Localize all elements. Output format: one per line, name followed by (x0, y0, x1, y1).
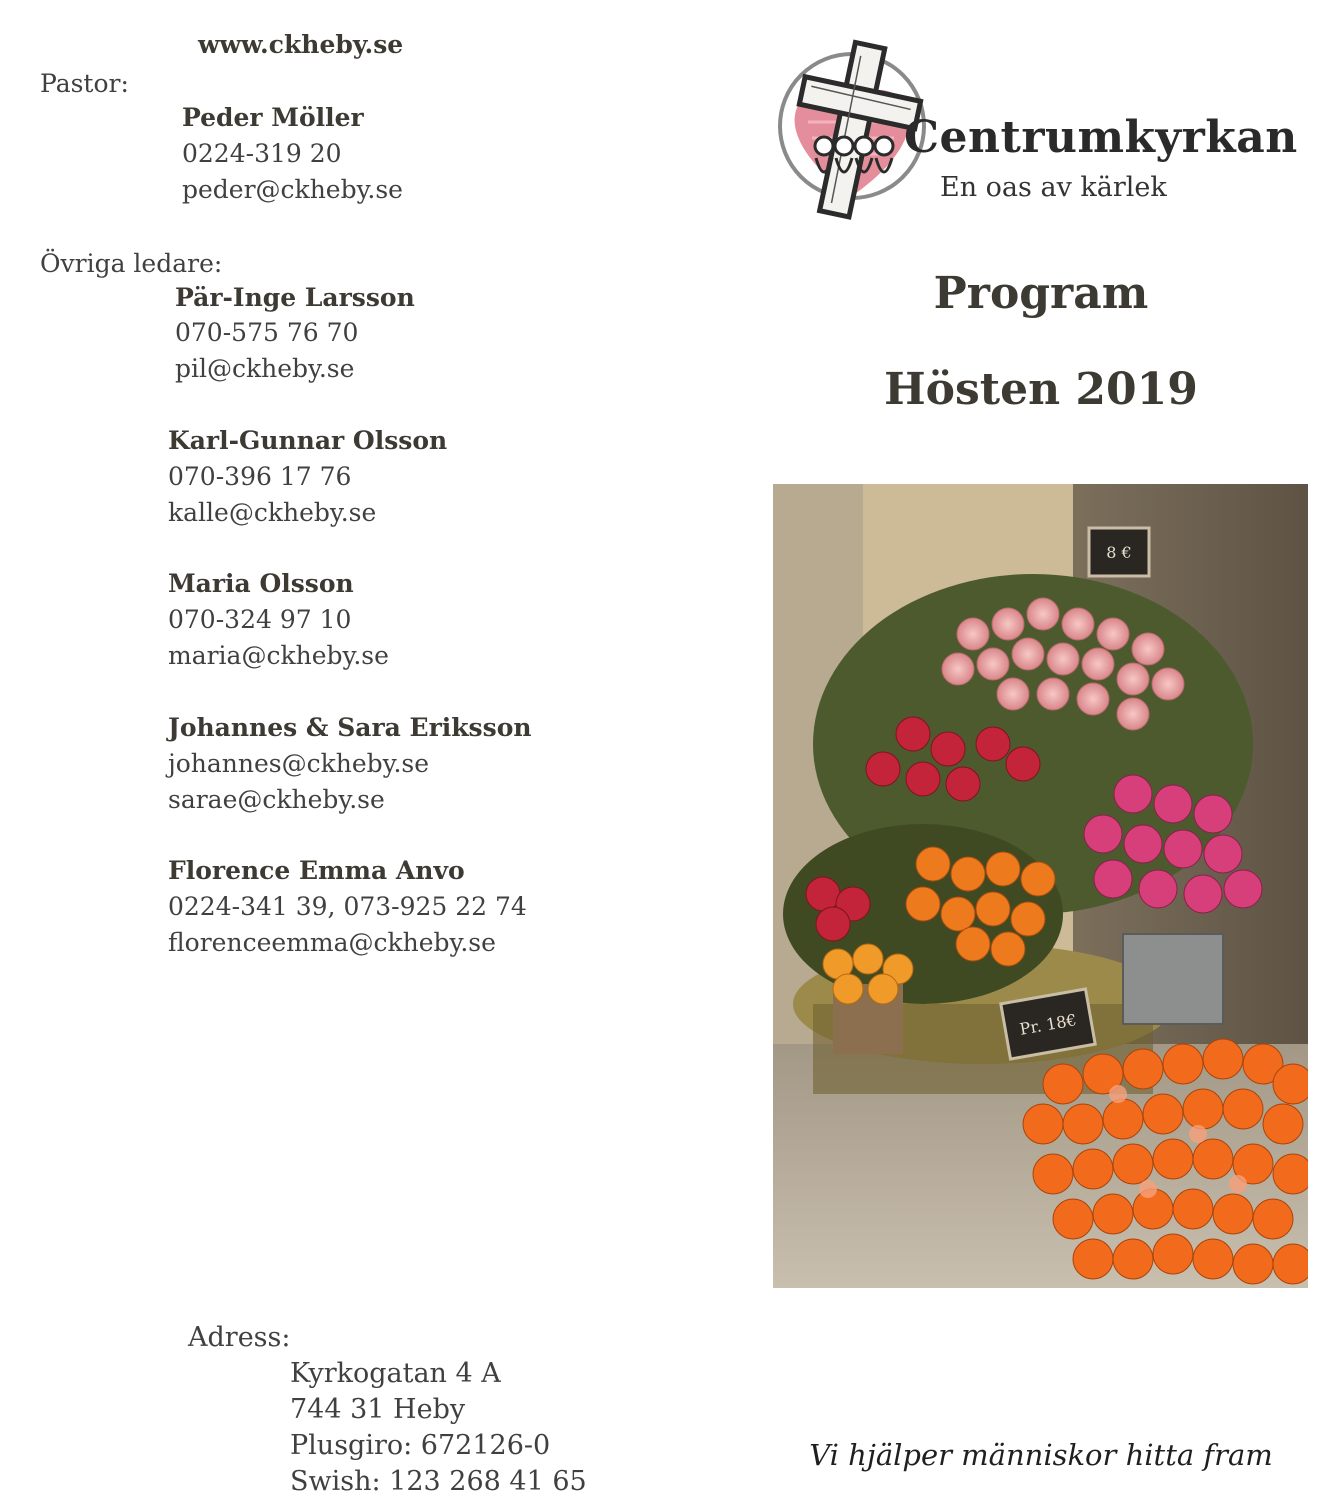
leader-contact (168, 853, 527, 961)
leader-name: Karl-Gunnar Olsson (168, 426, 448, 455)
address-label: Adress: (188, 1322, 291, 1353)
pastor-contact (182, 100, 403, 208)
address-block (290, 1356, 587, 1500)
leader-email: kalle@ckheby.se (168, 498, 377, 527)
address-plusgiro: Plusgiro: 672126-0 (290, 1430, 551, 1461)
program-heading: Program (933, 268, 1149, 319)
pastor-email: peder@ckheby.se (182, 175, 403, 204)
leader-contact (175, 280, 415, 388)
flower-photo (773, 484, 1308, 1288)
leaders-label: Övriga ledare: (40, 249, 223, 278)
leader-phone: 070-396 17 76 (168, 462, 352, 491)
leader-phone: 0224-341 39, 073-925 22 74 (168, 892, 527, 921)
pastor-name: Peder Möller (182, 103, 364, 132)
leader-email: pil@ckheby.se (175, 354, 355, 383)
logo-subtitle: En oas av kärlek (940, 172, 1167, 203)
pastor-phone: 0224-319 20 (182, 139, 342, 168)
leader-contact (168, 710, 532, 818)
leader-phone: 070-575 76 70 (175, 318, 359, 347)
pastor-label: Pastor: (40, 69, 129, 98)
leader-name: Johannes & Sara Eriksson (168, 713, 532, 742)
logo-title: Centrumkyrkan (904, 112, 1298, 163)
leader-phone: 070-324 97 10 (168, 605, 352, 634)
leader-email: maria@ckheby.se (168, 641, 389, 670)
address-swish: Swish: 123 268 41 65 (290, 1466, 587, 1497)
tagline: Vi hjälper människor hitta fram (809, 1438, 1273, 1472)
leader-email: sarae@ckheby.se (168, 785, 385, 814)
leader-name: Florence Emma Anvo (168, 856, 465, 885)
address-street: Kyrkogatan 4 A (290, 1358, 501, 1389)
leader-email: florenceemma@ckheby.se (168, 928, 496, 957)
price-sign-2: Pr. 18€ (1018, 1010, 1078, 1039)
leader-contact (168, 566, 389, 674)
leader-contact (168, 423, 447, 531)
leader-name: Pär-Inge Larsson (175, 283, 415, 312)
address-postal: 744 31 Heby (290, 1394, 466, 1425)
website-url: www.ckheby.se (198, 30, 404, 59)
season-heading: Hösten 2019 (884, 364, 1198, 415)
price-sign-1: 8 € (1106, 543, 1132, 562)
leader-email: johannes@ckheby.se (168, 749, 430, 778)
flowers-image-icon (773, 484, 1308, 1288)
leader-name: Maria Olsson (168, 569, 354, 598)
